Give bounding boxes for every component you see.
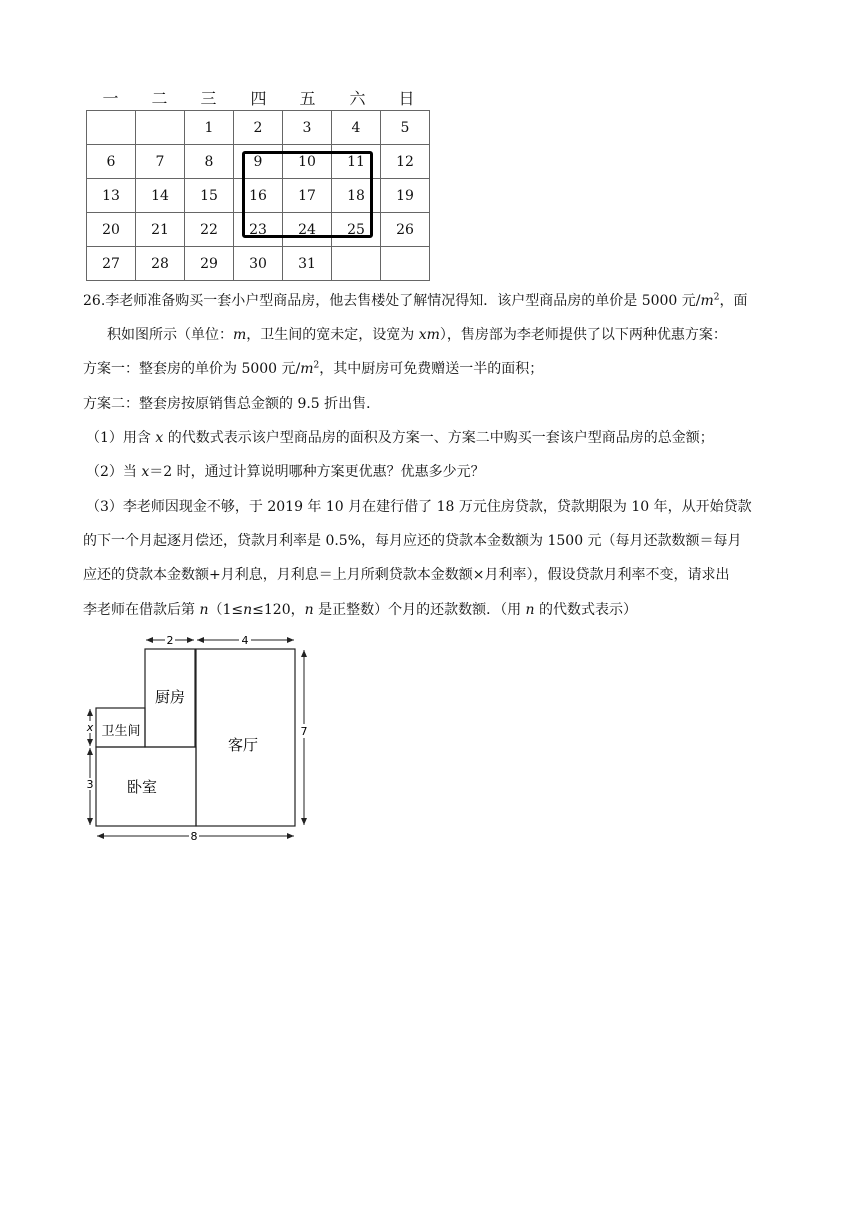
problem-intro-text: 26.李老师准备购买一套小户型商品房，他去售楼处了解情况得知．该户型商品房的单价是 5000 元/ bbox=[83, 293, 701, 309]
living-room-label: 客厅 bbox=[227, 736, 259, 754]
plan-two: 方案二：整套房按原销售总金额的 9.5 折出售． bbox=[83, 396, 381, 412]
problem-intro bbox=[83, 291, 748, 311]
calendar-cell: 10 bbox=[283, 145, 332, 179]
question-1 bbox=[86, 428, 714, 448]
kitchen-width-label: 2 bbox=[166, 634, 174, 647]
calendar-cell bbox=[381, 247, 430, 281]
plan-one-text-a: 方案一：整套房的单价为 5000 元/ bbox=[83, 361, 301, 377]
calendar-cell: 12 bbox=[381, 145, 430, 179]
calendar-cell: 15 bbox=[185, 179, 234, 213]
calendar-cell: 1 bbox=[185, 111, 234, 145]
calendar-row bbox=[87, 111, 430, 145]
problem-intro-end: ，面 bbox=[719, 293, 748, 309]
weekday-mon: 一 bbox=[102, 89, 119, 108]
kitchen-label: 厨房 bbox=[154, 688, 186, 706]
calendar-cell: 23 bbox=[234, 213, 283, 247]
bedroom-label: 卧室 bbox=[126, 778, 158, 796]
var-x: x bbox=[155, 430, 164, 446]
var-n: n bbox=[243, 602, 253, 618]
weekday-fri: 五 bbox=[299, 89, 316, 108]
question-3-line-1: （3）李老师因现金不够，于 2019 年 10 月在建行借了 18 万元住房贷款，贷款期限为 10 年，从开始贷款 bbox=[86, 499, 752, 515]
q3-text-a: 李老师在借款后第 bbox=[83, 602, 200, 618]
calendar-cell: 5 bbox=[381, 111, 430, 145]
var-n: n bbox=[304, 602, 314, 618]
q1-text-a: （1）用含 bbox=[86, 430, 156, 446]
problem-intro-line2 bbox=[107, 325, 727, 345]
question-3-line-2: 的下一个月起逐月偿还，贷款月利率是 0.5%，每月应还的贷款本金数额为 1500 元（每月还款数额＝每月 bbox=[83, 533, 742, 549]
calendar-cell: 4 bbox=[332, 111, 381, 145]
calendar-cell: 11 bbox=[332, 145, 381, 179]
q3-text-c: ≤120， bbox=[252, 602, 305, 618]
calendar-cell: 9 bbox=[234, 145, 283, 179]
calendar-cell: 25 bbox=[332, 213, 381, 247]
weekday-sat: 六 bbox=[349, 89, 366, 108]
q3-text-b: （1≤ bbox=[208, 602, 244, 618]
line2-text-b: ，卫生间的宽未定，设宽为 bbox=[246, 327, 419, 343]
floor-plan-diagram bbox=[76, 630, 326, 845]
calendar-cell: 19 bbox=[381, 179, 430, 213]
calendar-cell: 17 bbox=[283, 179, 332, 213]
question-3-line-3: 应还的贷款本金数额+月利息，月利息＝上月所剩贷款本金数额×月利率），假设贷款月利率不变，请求出 bbox=[83, 567, 730, 583]
bath-x-label: x bbox=[86, 721, 94, 734]
calendar-weekday-header bbox=[86, 86, 432, 108]
calendar-row bbox=[87, 247, 430, 281]
question-2 bbox=[86, 462, 485, 482]
unit-m: m bbox=[300, 361, 314, 377]
superscript-2: 2 bbox=[713, 292, 720, 303]
bedroom-height-label: 3 bbox=[86, 778, 94, 791]
var-n: n bbox=[525, 602, 535, 618]
calendar-cell: 21 bbox=[136, 213, 185, 247]
total-width-label: 8 bbox=[190, 830, 198, 843]
bathroom-label: 卫生间 bbox=[101, 724, 141, 739]
weekday-wed: 三 bbox=[200, 89, 217, 108]
plan-one bbox=[83, 359, 543, 379]
calendar-cell: 28 bbox=[136, 247, 185, 281]
calendar-cell bbox=[87, 111, 136, 145]
calendar-cell: 22 bbox=[185, 213, 234, 247]
calendar-cell: 24 bbox=[283, 213, 332, 247]
calendar-cell: 20 bbox=[87, 213, 136, 247]
calendar-selection-box bbox=[242, 151, 373, 238]
var-x: x bbox=[141, 464, 150, 480]
superscript-2: 2 bbox=[313, 360, 320, 371]
calendar-cell: 30 bbox=[234, 247, 283, 281]
var-xm: xm bbox=[418, 327, 440, 343]
calendar-cell: 13 bbox=[87, 179, 136, 213]
q1-text-b: 的代数式表示该户型商品房的面积及方案一、方案二中购买一套该户型商品房的总金额； bbox=[163, 430, 714, 446]
calendar-cell: 6 bbox=[87, 145, 136, 179]
calendar-cell: 18 bbox=[332, 179, 381, 213]
weekday-thu: 四 bbox=[250, 89, 267, 108]
calendar-cell: 7 bbox=[136, 145, 185, 179]
q2-text-b: ＝2 时，通过计算说明哪种方案更优惠？优惠多少元？ bbox=[149, 464, 485, 480]
calendar-cell: 26 bbox=[381, 213, 430, 247]
height-label: 7 bbox=[300, 725, 308, 738]
calendar-cell bbox=[332, 247, 381, 281]
calendar-cell: 8 bbox=[185, 145, 234, 179]
q3-text-e: 的代数式表示） bbox=[534, 602, 638, 618]
line2-text-c: ），售房部为李老师提供了以下两种优惠方案： bbox=[439, 327, 727, 343]
weekday-tue: 二 bbox=[151, 89, 168, 108]
calendar-cell: 2 bbox=[234, 111, 283, 145]
plan-one-text-b: ，其中厨房可免费赠送一半的面积； bbox=[319, 361, 544, 377]
calendar-cell bbox=[136, 111, 185, 145]
calendar-cell: 27 bbox=[87, 247, 136, 281]
unit-m: m bbox=[233, 327, 247, 343]
calendar-cell: 3 bbox=[283, 111, 332, 145]
q3-text-d: 是正整数）个月的还款数额．（用 bbox=[313, 602, 526, 618]
question-3-line-4 bbox=[83, 600, 637, 620]
var-n: n bbox=[199, 602, 209, 618]
weekday-sun: 日 bbox=[398, 89, 415, 108]
calendar-cell: 29 bbox=[185, 247, 234, 281]
q2-text-a: （2）当 bbox=[86, 464, 142, 480]
unit-m: m bbox=[700, 293, 714, 309]
calendar-cell: 31 bbox=[283, 247, 332, 281]
living-width-label: 4 bbox=[241, 634, 249, 647]
calendar-cell: 16 bbox=[234, 179, 283, 213]
calendar-cell: 14 bbox=[136, 179, 185, 213]
line2-text-a: 积如图所示（单位： bbox=[107, 327, 233, 343]
